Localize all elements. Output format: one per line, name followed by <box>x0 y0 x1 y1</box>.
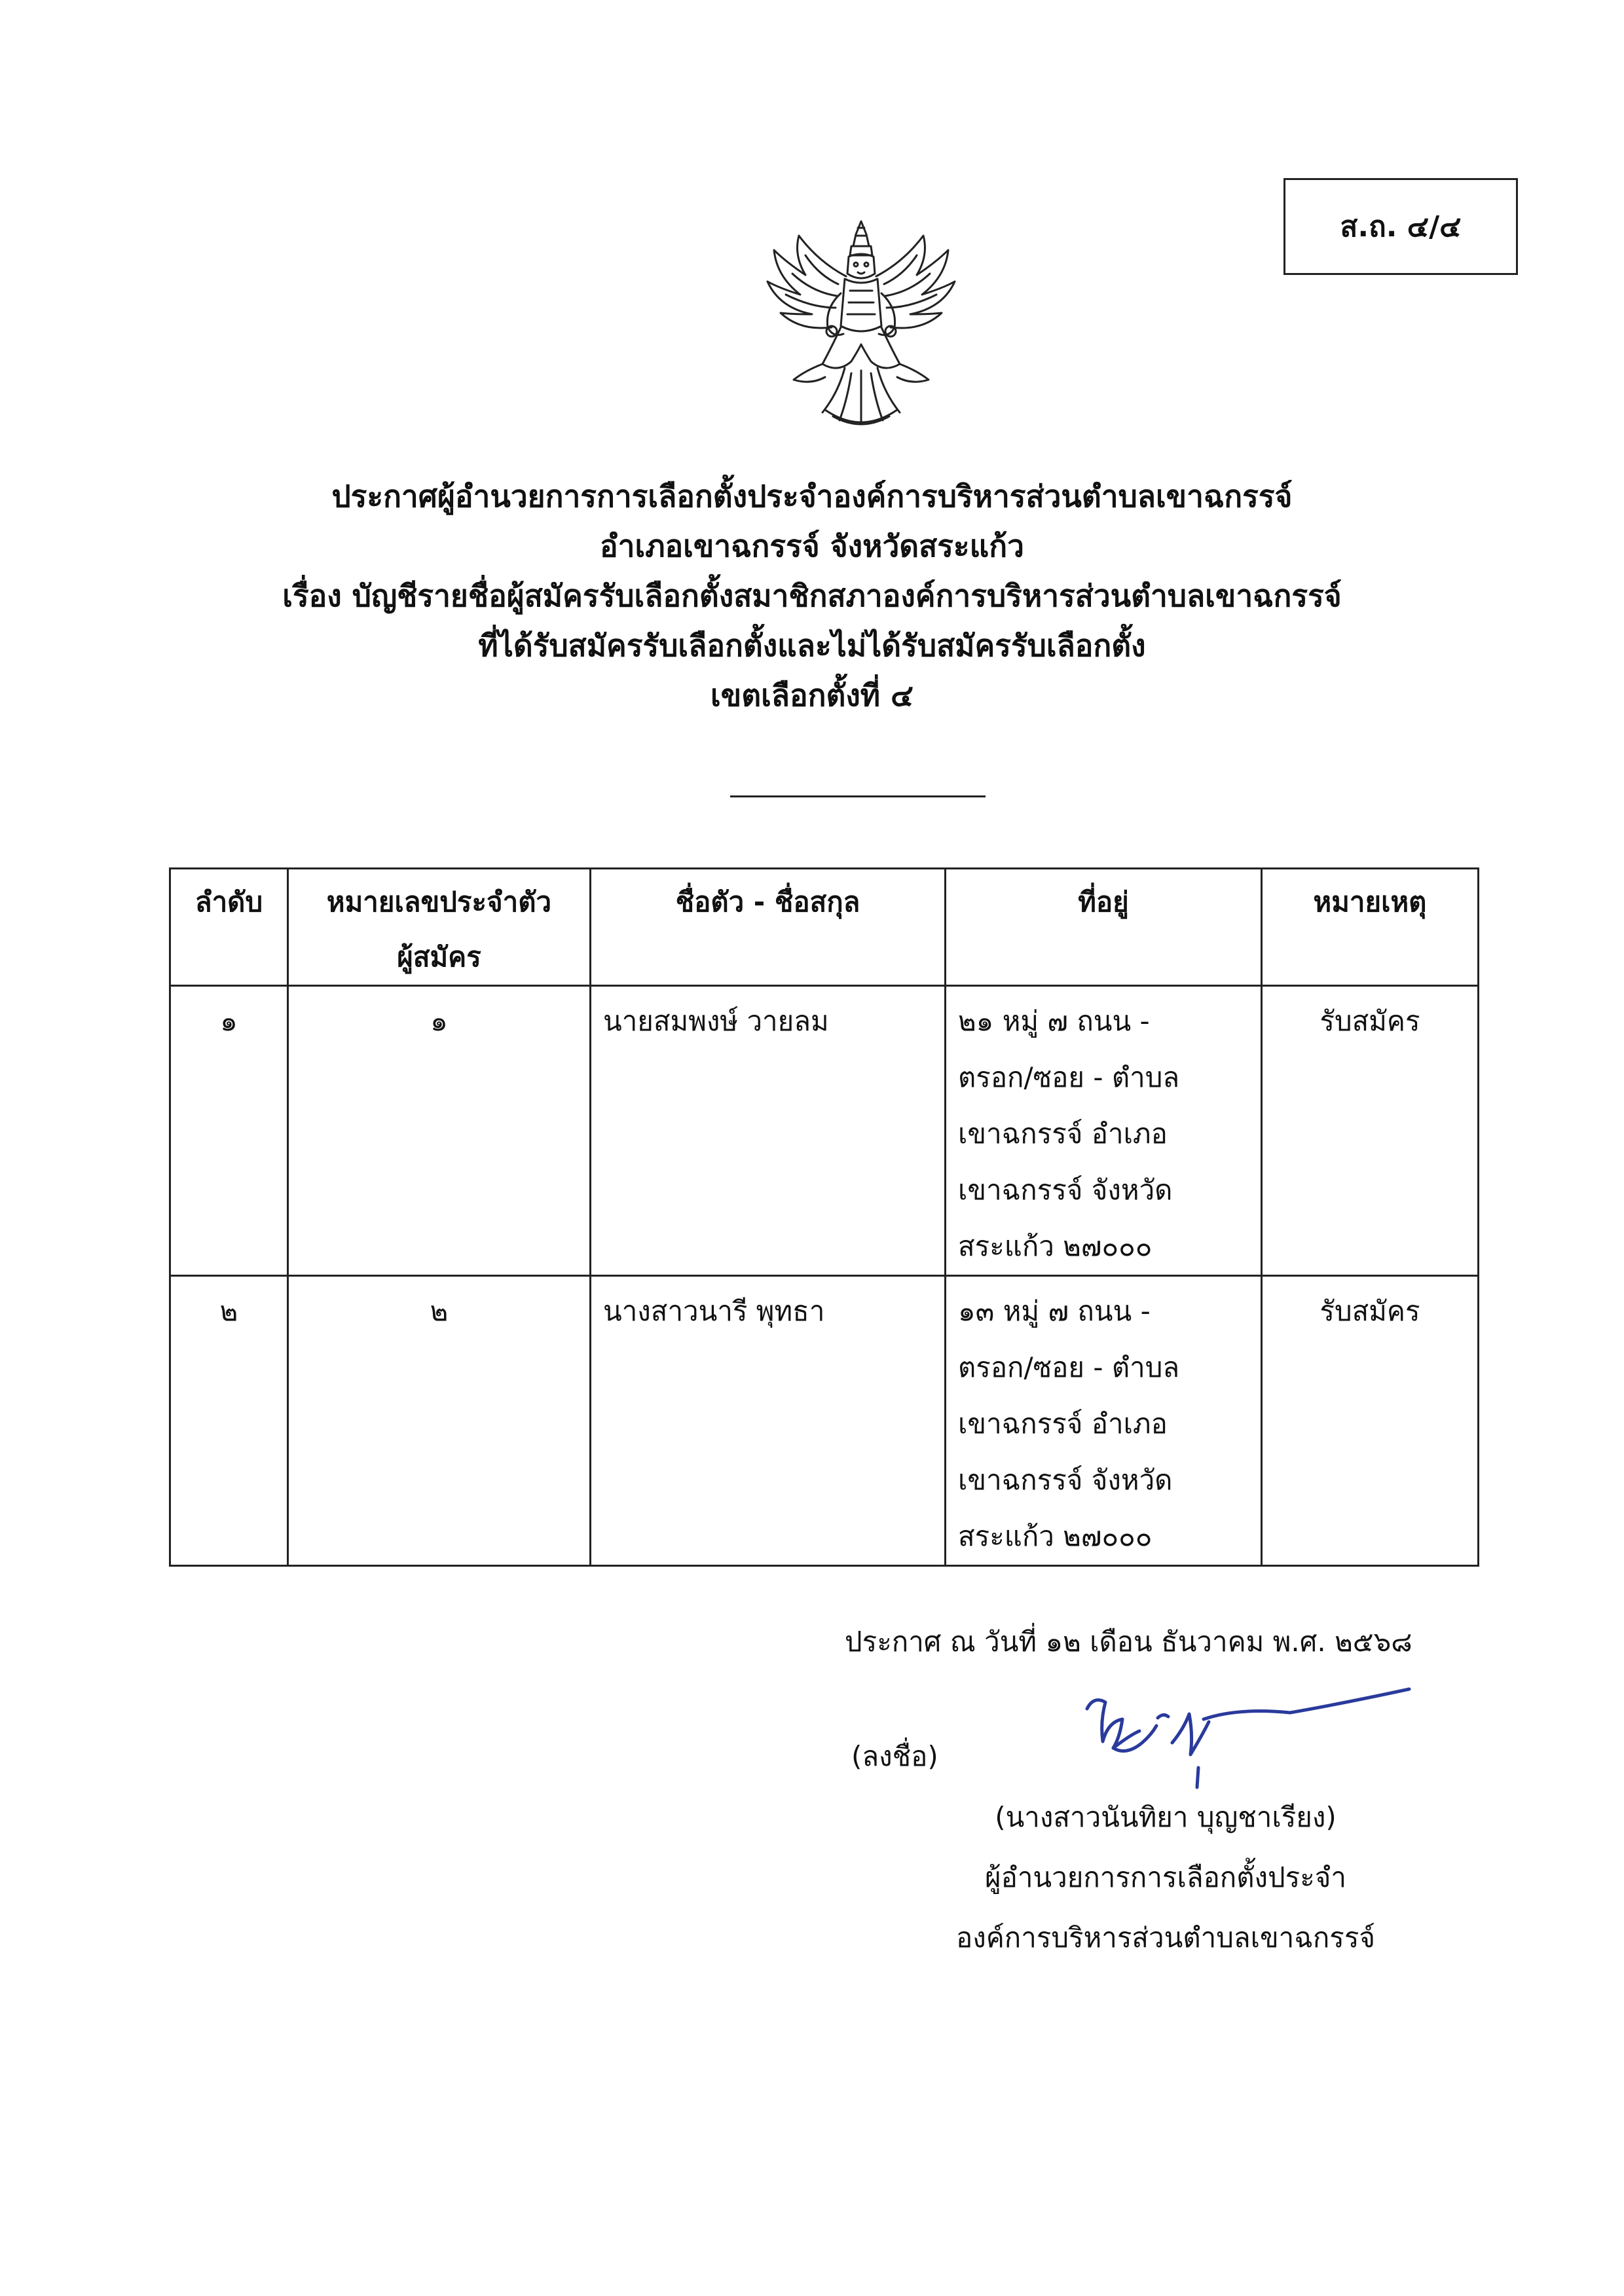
cell-number: ๑ <box>288 986 591 1276</box>
heading-line-2: อำเภอเขาฉกรรจ์ จังหวัดสระแก้ว <box>600 528 1024 564</box>
cell-remark: รับสมัคร <box>1262 986 1479 1276</box>
table-header-row <box>170 869 1479 986</box>
address-line: เขาฉกรรจ์ จังหวัด <box>958 1464 1173 1496</box>
divider <box>730 795 986 797</box>
header-order: ลำดับ <box>170 869 288 986</box>
address-line: เขาฉกรรจ์ จังหวัด <box>958 1174 1173 1206</box>
address-line: ๑๓ หมู่ ๗ ถนน - <box>958 1295 1151 1327</box>
form-code-box <box>1283 178 1518 275</box>
cell-address <box>946 986 1262 1276</box>
address-line: ตรอก/ซอย - ตำบล <box>958 1351 1180 1383</box>
address-line: สระแก้ว ๒๗๐๐๐ <box>958 1520 1153 1552</box>
heading-line-3: เรื่อง บัญชีรายชื่อผู้สมัครรับเลือกตั้งสมาชิกสภาองค์การบริหารส่วนตำบลเขาฉกรรจ์ <box>282 578 1342 613</box>
table-row <box>170 986 1479 1276</box>
address-line: เขาฉกรรจ์ อำเภอ <box>958 1118 1168 1150</box>
cell-order: ๒ <box>170 1276 288 1566</box>
candidates-table <box>169 867 1479 1567</box>
header-number-line-1: หมายเลขประจำตัว <box>326 886 552 918</box>
signer-name: (นางสาวนันทิยา บุญชาเรียง) <box>995 1801 1337 1833</box>
header-name: ชื่อตัว - ชื่อสกุล <box>591 869 946 986</box>
garuda-emblem-icon <box>760 216 963 432</box>
address-line: ๒๑ หมู่ ๗ ถนน - <box>958 1005 1150 1037</box>
form-code: ส.ถ. ๔/๔ <box>1340 210 1462 244</box>
heading-line-4: ที่ได้รับสมัครรับเลือกตั้งและไม่ได้รับสมัครรับเลือกตั้ง <box>478 628 1146 663</box>
header-number-line-2: ผู้สมัคร <box>397 941 481 973</box>
header-remark: หมายเหตุ <box>1262 869 1479 986</box>
cell-name: นางสาวนารี พุทธา <box>591 1276 946 1566</box>
header-number <box>288 869 591 986</box>
cell-name: นายสมพงษ์ วายลม <box>591 986 946 1276</box>
cell-remark: รับสมัคร <box>1262 1276 1479 1566</box>
cell-order: ๑ <box>170 986 288 1276</box>
announcement-heading <box>0 471 1624 720</box>
header-address: ที่อยู่ <box>946 869 1262 986</box>
heading-line-5: เขตเลือกตั้งที่ ๔ <box>710 678 913 713</box>
signer-title-1: ผู้อำนวยการการเลือกตั้งประจำ <box>985 1861 1346 1893</box>
heading-line-1: ประกาศผู้อำนวยการการเลือกตั้งประจำองค์การบริหารส่วนตำบลเขาฉกรรจ์ <box>331 479 1293 514</box>
cell-number: ๒ <box>288 1276 591 1566</box>
signer-block <box>877 1787 1454 1968</box>
address-line: สระแก้ว ๒๗๐๐๐ <box>958 1230 1153 1262</box>
sign-label: (ลงชื่อ) <box>851 1740 938 1772</box>
announcement-date: ประกาศ ณ วันที่ ๑๒ เดือน ธันวาคม พ.ศ. ๒๕๖๘ <box>845 1626 1412 1658</box>
cell-address <box>946 1276 1262 1566</box>
table-row <box>170 1276 1479 1566</box>
signer-title-2: องค์การบริหารส่วนตำบลเขาฉกรรจ์ <box>955 1922 1376 1954</box>
address-line: ตรอก/ซอย - ตำบล <box>958 1061 1180 1093</box>
address-line: เขาฉกรรจ์ อำเภอ <box>958 1408 1168 1440</box>
